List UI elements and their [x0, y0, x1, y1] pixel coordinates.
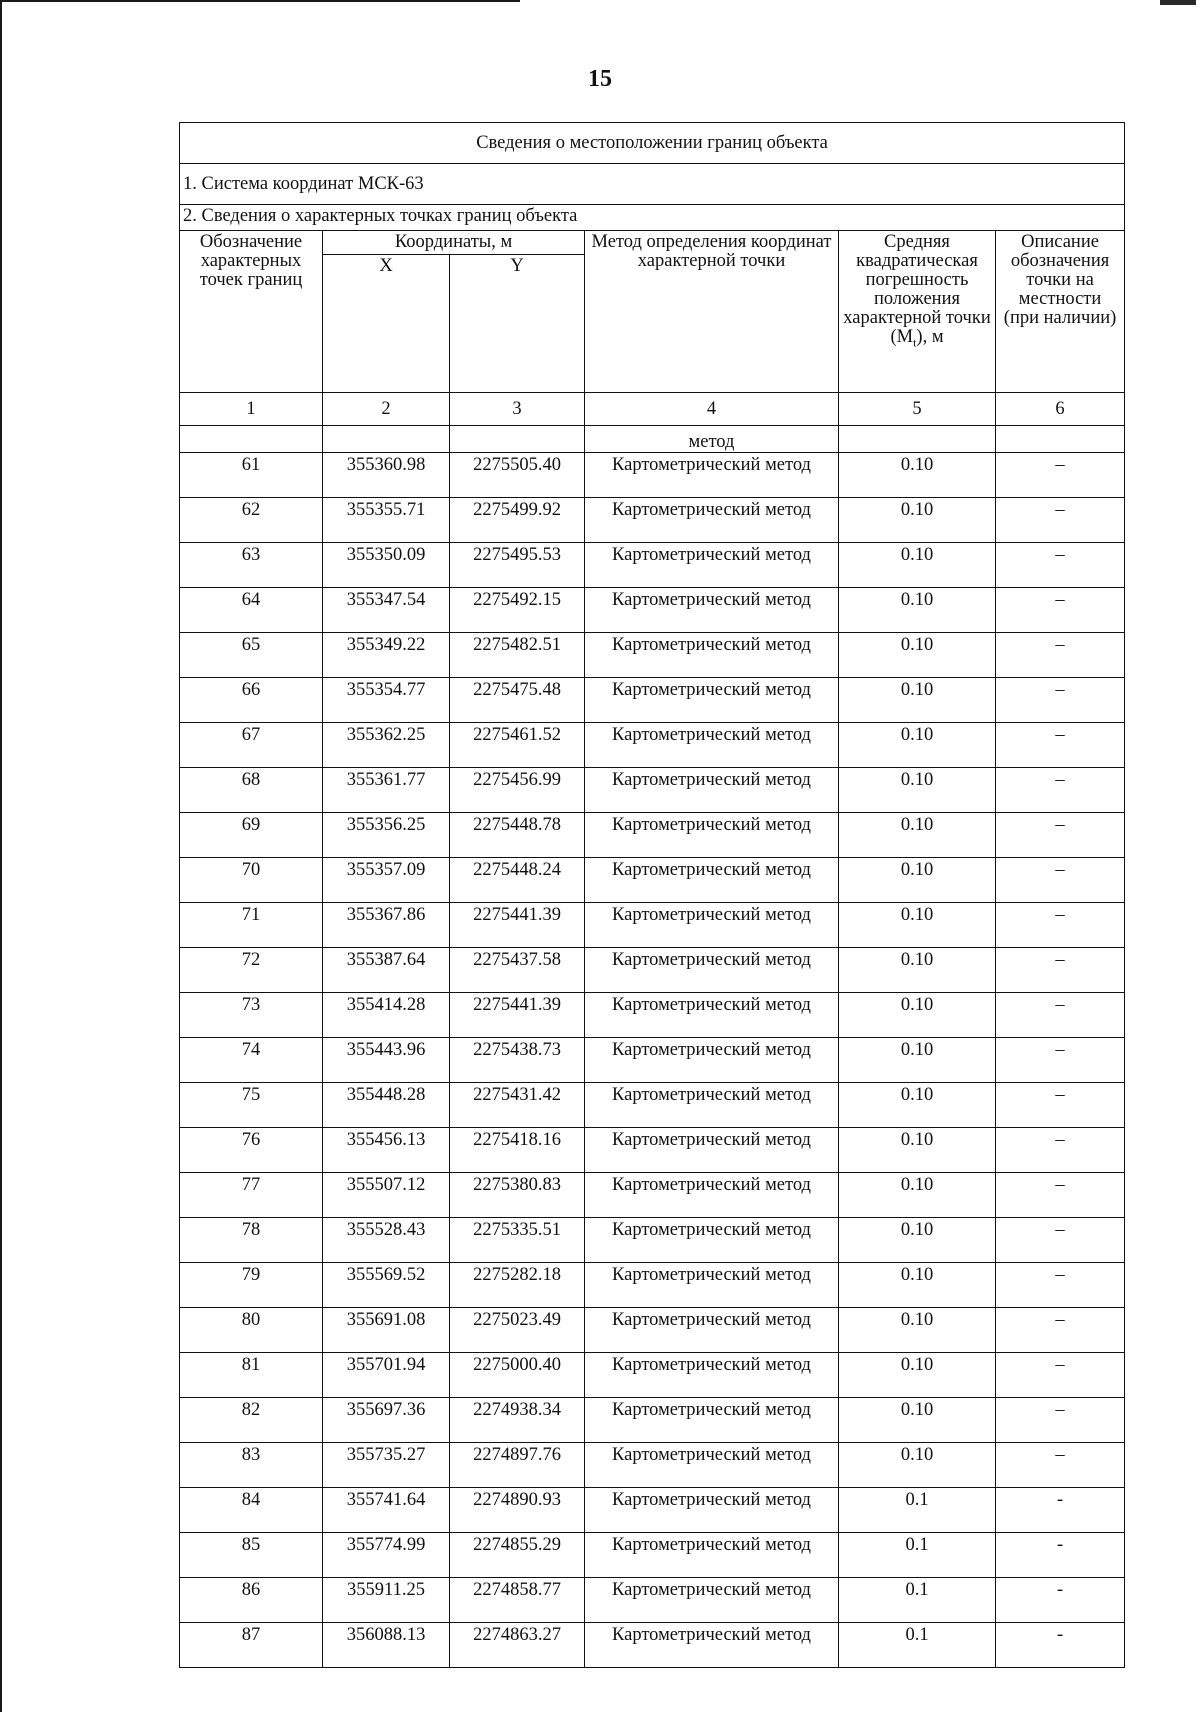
table-row — [180, 453, 1125, 498]
table-row — [180, 1173, 1125, 1218]
table-cell-x: 355360.98 — [323, 453, 450, 498]
continued-cell-y — [450, 426, 585, 453]
table-cell-x: 355741.64 — [323, 1488, 450, 1533]
table-cell-description: – — [996, 813, 1125, 858]
table-cell-method: Картометрический метод — [585, 858, 839, 903]
table-cell-x: 355528.43 — [323, 1218, 450, 1263]
table-cell-point: 68 — [180, 768, 323, 813]
table-cell-error: 0.10 — [839, 1353, 996, 1398]
table-cell-method: Картометрический метод — [585, 1263, 839, 1308]
table-cell-point: 76 — [180, 1128, 323, 1173]
table-cell-point: 66 — [180, 678, 323, 723]
table-cell-error: 0.10 — [839, 993, 996, 1038]
table-cell-point: 64 — [180, 588, 323, 633]
table-row — [180, 813, 1125, 858]
table-row — [180, 1533, 1125, 1578]
table-row — [180, 498, 1125, 543]
table-cell-x: 356088.13 — [323, 1623, 450, 1668]
table-cell-point: 75 — [180, 1083, 323, 1128]
table-cell-description: – — [996, 543, 1125, 588]
table-row — [180, 1038, 1125, 1083]
table-cell-point: 84 — [180, 1488, 323, 1533]
header-method: Метод определения координат характерной точки — [585, 231, 839, 393]
table-cell-error: 0.10 — [839, 543, 996, 588]
table-cell-method: Картометрический метод — [585, 543, 839, 588]
table-cell-description: – — [996, 1263, 1125, 1308]
table-row — [180, 588, 1125, 633]
table-cell-method: Картометрический метод — [585, 1443, 839, 1488]
table-row — [180, 1623, 1125, 1668]
table-cell-error: 0.1 — [839, 1578, 996, 1623]
continued-method: метод — [585, 426, 839, 453]
table-cell-description: – — [996, 1353, 1125, 1398]
table-cell-x: 355347.54 — [323, 588, 450, 633]
table-cell-method: Картометрический метод — [585, 1038, 839, 1083]
table-cell-x: 355349.22 — [323, 633, 450, 678]
table-cell-point: 67 — [180, 723, 323, 768]
table-cell-description: - — [996, 1533, 1125, 1578]
table-cell-method: Картометрический метод — [585, 498, 839, 543]
continued-cell-error — [839, 426, 996, 453]
column-number-1: 1 — [180, 393, 323, 426]
table-cell-point: 62 — [180, 498, 323, 543]
scan-left-edge — [0, 0, 2, 1712]
table-cell-point: 78 — [180, 1218, 323, 1263]
table-cell-method: Картометрический метод — [585, 1533, 839, 1578]
table-cell-description: – — [996, 768, 1125, 813]
table-cell-x: 355357.09 — [323, 858, 450, 903]
table-cell-point: 77 — [180, 1173, 323, 1218]
table-cell-point: 74 — [180, 1038, 323, 1083]
table-cell-method: Картометрический метод — [585, 1623, 839, 1668]
table-cell-description: – — [996, 633, 1125, 678]
table-cell-description: – — [996, 903, 1125, 948]
table-cell-x: 355507.12 — [323, 1173, 450, 1218]
table-cell-error: 0.10 — [839, 1173, 996, 1218]
table-cell-description: - — [996, 1488, 1125, 1533]
table-cell-y: 2274890.93 — [450, 1488, 585, 1533]
header-description: Описание обозначения точки на местности (при наличии) — [996, 231, 1125, 393]
header-error: Средняя квадратическая погрешность положения характерной точки $(M_t)$, м — [839, 231, 996, 393]
table-cell-description: – — [996, 1398, 1125, 1443]
table-cell-point: 63 — [180, 543, 323, 588]
table-row — [180, 1398, 1125, 1443]
table-cell-point: 85 — [180, 1533, 323, 1578]
table-cell-error: 0.10 — [839, 903, 996, 948]
table-cell-x: 355387.64 — [323, 948, 450, 993]
table-cell-y: 2275380.83 — [450, 1173, 585, 1218]
table-cell-y: 2275482.51 — [450, 633, 585, 678]
table-cell-y: 2274897.76 — [450, 1443, 585, 1488]
table-cell-error: 0.10 — [839, 1398, 996, 1443]
table-cell-x: 355443.96 — [323, 1038, 450, 1083]
table-cell-error: 0.10 — [839, 813, 996, 858]
table-cell-x: 355774.99 — [323, 1533, 450, 1578]
table-cell-x: 355911.25 — [323, 1578, 450, 1623]
table-row — [180, 543, 1125, 588]
scan-top-edge — [0, 0, 520, 2]
table-cell-description: – — [996, 1218, 1125, 1263]
table-cell-point: 82 — [180, 1398, 323, 1443]
table-cell-y: 2275505.40 — [450, 453, 585, 498]
continued-cell-x — [323, 426, 450, 453]
table-cell-error: 0.10 — [839, 1308, 996, 1353]
table-row — [180, 948, 1125, 993]
table-cell-error: 0.10 — [839, 453, 996, 498]
table-row — [180, 678, 1125, 723]
table-cell-x: 355569.52 — [323, 1263, 450, 1308]
table-cell-point: 73 — [180, 993, 323, 1038]
table-row — [180, 903, 1125, 948]
table-cell-description: – — [996, 1173, 1125, 1218]
table-cell-description: – — [996, 678, 1125, 723]
table-cell-y: 2275418.16 — [450, 1128, 585, 1173]
table-cell-x: 355456.13 — [323, 1128, 450, 1173]
table-row — [180, 1128, 1125, 1173]
table-cell-x: 355697.36 — [323, 1398, 450, 1443]
table-cell-y: 2275441.39 — [450, 903, 585, 948]
table-cell-method: Картометрический метод — [585, 723, 839, 768]
table-cell-point: 81 — [180, 1353, 323, 1398]
table-cell-y: 2274855.29 — [450, 1533, 585, 1578]
table-cell-y: 2274858.77 — [450, 1578, 585, 1623]
table-cell-error: 0.10 — [839, 1218, 996, 1263]
table-cell-y: 2275441.39 — [450, 993, 585, 1038]
table-cell-error: 0.10 — [839, 498, 996, 543]
header-y: Y — [450, 255, 585, 393]
table-cell-method: Картометрический метод — [585, 1083, 839, 1128]
header-x: X — [323, 255, 450, 393]
table-cell-point: 87 — [180, 1623, 323, 1668]
table-row — [180, 1218, 1125, 1263]
column-number-6: 6 — [996, 393, 1125, 426]
table-row — [180, 1308, 1125, 1353]
table-cell-description: – — [996, 498, 1125, 543]
table-cell-y: 2275000.40 — [450, 1353, 585, 1398]
table-cell-x: 355355.71 — [323, 498, 450, 543]
table-row — [180, 633, 1125, 678]
table-cell-x: 355362.25 — [323, 723, 450, 768]
table-cell-error: 0.10 — [839, 723, 996, 768]
boundary-points-table — [179, 122, 1125, 1668]
table-cell-description: – — [996, 1443, 1125, 1488]
table-cell-y: 2275456.99 — [450, 768, 585, 813]
table-cell-point: 71 — [180, 903, 323, 948]
table-cell-description: – — [996, 858, 1125, 903]
column-number-2: 2 — [323, 393, 450, 426]
table-cell-y: 2274863.27 — [450, 1623, 585, 1668]
table-cell-method: Картометрический метод — [585, 993, 839, 1038]
table-cell-method: Картометрический метод — [585, 633, 839, 678]
table-cell-error: 0.10 — [839, 588, 996, 633]
table-cell-x: 355448.28 — [323, 1083, 450, 1128]
column-number-3: 3 — [450, 393, 585, 426]
table-cell-method: Картометрический метод — [585, 813, 839, 858]
table-row — [180, 1488, 1125, 1533]
table-cell-y: 2275492.15 — [450, 588, 585, 633]
scan-corner-mark — [1160, 0, 1196, 5]
table-cell-y: 2275431.42 — [450, 1083, 585, 1128]
table-cell-description: – — [996, 1308, 1125, 1353]
table-cell-method: Картометрический метод — [585, 1353, 839, 1398]
table-cell-method: Картометрический метод — [585, 1128, 839, 1173]
table-cell-description: – — [996, 453, 1125, 498]
table-cell-y: 2275335.51 — [450, 1218, 585, 1263]
table-cell-description: – — [996, 1083, 1125, 1128]
table-cell-error: 0.10 — [839, 948, 996, 993]
table-cell-description: - — [996, 1578, 1125, 1623]
coordinate-system: 1. Система координат МСК-63 — [180, 164, 1125, 205]
column-number-4: 4 — [585, 393, 839, 426]
table-cell-error: 0.10 — [839, 678, 996, 723]
table-row — [180, 1443, 1125, 1488]
table-cell-method: Картометрический метод — [585, 453, 839, 498]
table-cell-method: Картометрический метод — [585, 678, 839, 723]
table-cell-y: 2275448.78 — [450, 813, 585, 858]
table-cell-x: 355367.86 — [323, 903, 450, 948]
table-title: Сведения о местоположении границ объекта — [180, 123, 1125, 164]
table-cell-description: – — [996, 1128, 1125, 1173]
table-cell-point: 61 — [180, 453, 323, 498]
table-cell-error: 0.1 — [839, 1533, 996, 1578]
section-heading: 2. Сведения о характерных точках границ объекта — [180, 205, 1125, 231]
table-row — [180, 1263, 1125, 1308]
table-cell-x: 355350.09 — [323, 543, 450, 588]
table-cell-point: 70 — [180, 858, 323, 903]
table-cell-method: Картометрический метод — [585, 1488, 839, 1533]
table-cell-method: Картометрический метод — [585, 903, 839, 948]
table-cell-description: – — [996, 723, 1125, 768]
continued-cell-desc — [996, 426, 1125, 453]
table-cell-y: 2275461.52 — [450, 723, 585, 768]
table-cell-description: – — [996, 993, 1125, 1038]
table-cell-error: 0.1 — [839, 1488, 996, 1533]
table-cell-error: 0.10 — [839, 1443, 996, 1488]
table-cell-description: – — [996, 948, 1125, 993]
table-cell-error: 0.10 — [839, 858, 996, 903]
table-cell-y: 2275475.48 — [450, 678, 585, 723]
table-cell-error: 0.10 — [839, 1128, 996, 1173]
table-cell-error: 0.10 — [839, 1038, 996, 1083]
table-row — [180, 1353, 1125, 1398]
header-point-designation: Обозначение характерных точек границ — [180, 231, 323, 393]
table-cell-point: 69 — [180, 813, 323, 858]
table-cell-method: Картометрический метод — [585, 1578, 839, 1623]
table-cell-point: 72 — [180, 948, 323, 993]
table-cell-y: 2274938.34 — [450, 1398, 585, 1443]
table-cell-y: 2275438.73 — [450, 1038, 585, 1083]
table-cell-x: 355356.25 — [323, 813, 450, 858]
table-cell-method: Картометрический метод — [585, 1398, 839, 1443]
table-cell-point: 80 — [180, 1308, 323, 1353]
table-row — [180, 993, 1125, 1038]
table-cell-method: Картометрический метод — [585, 768, 839, 813]
table-cell-y: 2275437.58 — [450, 948, 585, 993]
table-row — [180, 723, 1125, 768]
table-cell-y: 2275448.24 — [450, 858, 585, 903]
table-cell-method: Картометрический метод — [585, 948, 839, 993]
table-row — [180, 1578, 1125, 1623]
table-cell-x: 355361.77 — [323, 768, 450, 813]
table-cell-x: 355414.28 — [323, 993, 450, 1038]
table-row — [180, 1083, 1125, 1128]
page-number: 15 — [588, 66, 612, 92]
table-cell-method: Картометрический метод — [585, 588, 839, 633]
table-cell-method: Картометрический метод — [585, 1308, 839, 1353]
table-cell-x: 355691.08 — [323, 1308, 450, 1353]
table-cell-y: 2275023.49 — [450, 1308, 585, 1353]
table-cell-error: 0.10 — [839, 1083, 996, 1128]
table-row — [180, 858, 1125, 903]
table-cell-description: - — [996, 1623, 1125, 1668]
table-cell-y: 2275499.92 — [450, 498, 585, 543]
table-cell-point: 86 — [180, 1578, 323, 1623]
table-cell-method: Картометрический метод — [585, 1218, 839, 1263]
header-coordinates: Координаты, м — [323, 231, 585, 255]
table-cell-point: 83 — [180, 1443, 323, 1488]
table-cell-y: 2275282.18 — [450, 1263, 585, 1308]
table-cell-point: 79 — [180, 1263, 323, 1308]
table-cell-description: – — [996, 1038, 1125, 1083]
table-cell-error: 0.1 — [839, 1623, 996, 1668]
table-cell-x: 355735.27 — [323, 1443, 450, 1488]
table-cell-description: – — [996, 588, 1125, 633]
continued-cell-point — [180, 426, 323, 453]
table-row — [180, 768, 1125, 813]
table-cell-x: 355701.94 — [323, 1353, 450, 1398]
column-number-5: 5 — [839, 393, 996, 426]
table-cell-error: 0.10 — [839, 1263, 996, 1308]
table-cell-y: 2275495.53 — [450, 543, 585, 588]
table-cell-x: 355354.77 — [323, 678, 450, 723]
table-cell-error: 0.10 — [839, 633, 996, 678]
table-cell-method: Картометрический метод — [585, 1173, 839, 1218]
table-cell-point: 65 — [180, 633, 323, 678]
table-cell-error: 0.10 — [839, 768, 996, 813]
